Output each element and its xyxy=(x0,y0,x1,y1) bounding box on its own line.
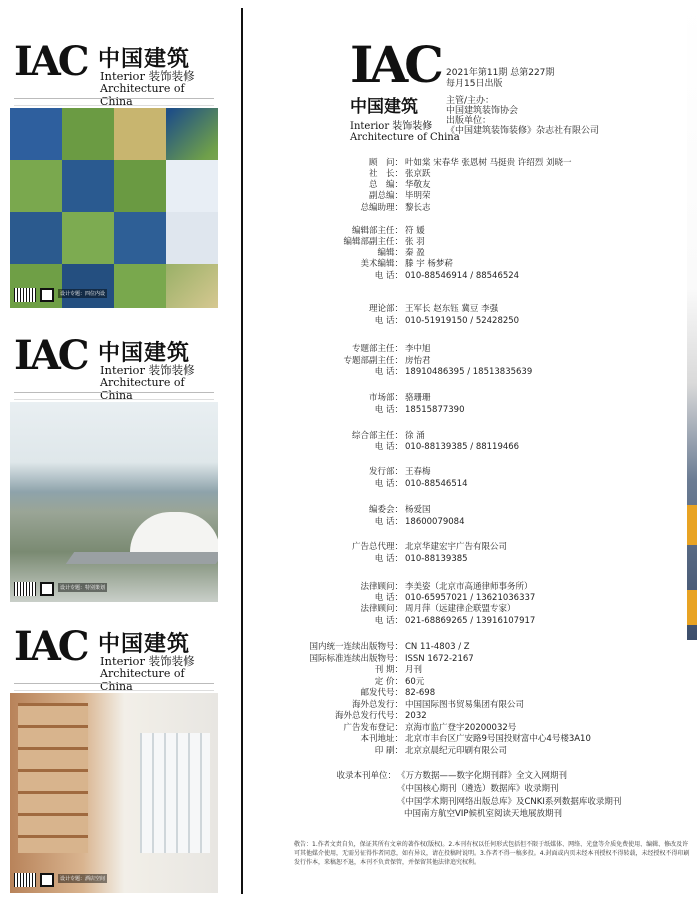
staff-row-value: 张 羽 xyxy=(405,237,425,247)
staff-row-value: 秦 盈 xyxy=(405,248,425,258)
publication-row-label-text: 广告发布登记： xyxy=(343,723,403,733)
staff-row-value: 王春梅 xyxy=(405,467,431,477)
publication-row-value: 北京京晨纪元印刷有限公司 xyxy=(405,746,508,756)
cover-logo-iac: IAC xyxy=(14,38,87,85)
publication-row-label-text: 刊 期： xyxy=(374,665,403,675)
indexing-item: 《中国学术期刊网络出版总库》及CNKI系列数据库收录期刊 xyxy=(397,797,622,807)
qr-code-icon xyxy=(40,873,54,887)
staff-row-value: 杨爱国 xyxy=(405,505,431,515)
barcode-icon xyxy=(14,873,36,887)
staff-row-label-text: 综合部主任： xyxy=(351,431,403,441)
column-divider xyxy=(241,8,243,894)
staff-row-value: 18910486395 / 18513835639 xyxy=(405,367,533,377)
qr-code-icon xyxy=(40,582,54,596)
staff-row-label-text: 总 编： xyxy=(368,180,403,190)
publication-row-label-text: 印 刷： xyxy=(374,746,403,756)
staff-row-value: 华敬友 xyxy=(405,180,431,190)
publication-row-label-text: 本刊地址： xyxy=(360,734,403,744)
cover-title-en1: Interior 装饰装修 xyxy=(100,654,195,668)
publisher-unit-label: 出版单位： xyxy=(446,116,492,126)
cover-info-strip xyxy=(14,683,214,691)
qr-code-icon xyxy=(40,288,54,302)
barcode-icon xyxy=(14,288,36,302)
publish-date: 每月15日出版 xyxy=(446,79,503,89)
staff-row-value: 周月萍（远建律企联盟专家） xyxy=(405,604,516,614)
staff-row-label-text: 编辑： xyxy=(377,248,403,258)
publication-row-value: 60元 xyxy=(405,677,425,687)
cover-issue-2 xyxy=(10,334,218,602)
publication-row-value: 2032 xyxy=(405,711,427,721)
staff-row-value: 叶如棠 宋春华 张恩树 马挺贵 许绍烈 刘晓一 xyxy=(405,158,572,168)
staff-row-label-text: 电 话： xyxy=(374,442,403,452)
masthead-logo-cn: 中国建筑 xyxy=(350,97,418,117)
cover-feature-tag: 设计专题：酒店空间 xyxy=(60,876,106,882)
staff-row-label-text: 理论部： xyxy=(368,304,403,314)
publisher-info xyxy=(446,96,599,136)
publisher-label: 主管/主办： xyxy=(446,96,495,106)
cover-title-en2: Architecture of China xyxy=(100,82,185,108)
staff-row-value: 李中旭 xyxy=(405,344,431,354)
indexing-item: 《万方数据——数字化期刊群》全文入网期刊 xyxy=(397,771,568,781)
publication-row-value: 82-698 xyxy=(405,688,436,698)
publisher-unit-name: 《中国建筑装饰装修》杂志社有限公司 xyxy=(446,126,600,136)
staff-row-label-text: 编辑部副主任： xyxy=(343,237,403,247)
publication-row-value: 北京市丰台区广安路9号国投财富中心4号楼3A10 xyxy=(405,734,591,744)
staff-row-value: 18515877390 xyxy=(405,405,465,415)
staff-row-value: 房怡君 xyxy=(405,356,431,366)
cover-image-aerial-checkerboard xyxy=(10,108,218,308)
staff-row-value: 北京华建宏宇广告有限公司 xyxy=(405,542,508,552)
cover-issue-3 xyxy=(10,625,218,893)
staff-row-label-text: 专题部副主任： xyxy=(343,356,403,366)
shelving-shape xyxy=(18,703,88,853)
staff-row-label-text: 副总编： xyxy=(368,191,403,201)
issue-info xyxy=(446,68,554,90)
cover-logo-iac: IAC xyxy=(14,332,87,379)
staff-row-value: 王军长 赵东钰 冀豆 李强 xyxy=(405,304,499,314)
staff-row-label-text: 法律顾问： xyxy=(360,582,403,592)
window-shape xyxy=(140,733,210,853)
cover-title-cn: 中国建筑 xyxy=(98,631,191,657)
staff-row-value: 骆珊珊 xyxy=(405,393,431,403)
publication-row-label-text: 海外总发行代号： xyxy=(334,711,403,721)
staff-row-label-text: 社 长： xyxy=(368,169,403,179)
publication-row-value: 中国国际图书贸易集团有限公司 xyxy=(405,700,525,710)
cover-logo-iac: IAC xyxy=(14,623,87,670)
staff-row-label-text: 电 话： xyxy=(374,405,403,415)
issue-number: 2021年第11期 总第227期 xyxy=(446,68,555,78)
cover-title-en2: Architecture of China xyxy=(100,376,185,402)
station-roof-shape xyxy=(130,512,218,552)
cover-title-cn: 中国建筑 xyxy=(98,340,191,366)
staff-row-label-text: 专题部主任： xyxy=(351,344,403,354)
staff-row-value: 18600079084 xyxy=(405,517,465,527)
cover-image-waterfront-station xyxy=(10,402,218,602)
staff-row-label-text: 电 话： xyxy=(374,554,403,564)
cover-image-interior-lobby xyxy=(10,693,218,893)
page-edge-decoration xyxy=(687,0,697,640)
cover-info-strip xyxy=(14,98,214,106)
staff-row-value: 010-88139385 xyxy=(405,554,468,564)
staff-row-value: 毕明荣 xyxy=(405,191,431,201)
staff-row-value: 李美姿（北京市高通律师事务所） xyxy=(405,582,533,592)
masthead-logo-iac: IAC xyxy=(350,35,440,94)
publication-row-label-text: 邮发代号： xyxy=(360,688,403,698)
indexing-item: 中国南方航空VIP候机室阅读天地展放期刊 xyxy=(404,809,562,819)
staff-row-label-text: 顾 问： xyxy=(368,158,403,168)
indexing-item: 《中国核心期刊（遴选）数据库》收录期刊 xyxy=(397,784,559,794)
staff-row-value: 张京跃 xyxy=(405,169,431,179)
staff-row-value: 010-88139385 / 88119466 xyxy=(405,442,520,452)
road-shape xyxy=(66,552,218,564)
publication-row-label-text: 海外总发行： xyxy=(351,700,403,710)
publication-row-label-text: 定 价： xyxy=(374,677,403,687)
staff-row-label-text: 编辑部主任： xyxy=(351,226,403,236)
publication-row-label-text: 国际标准连续出版物号： xyxy=(309,654,403,664)
publication-row-value: CN 11-4803 / Z xyxy=(405,642,470,652)
staff-row-label-text: 电 话： xyxy=(374,616,403,626)
staff-row-value: 010-88546914 / 88546524 xyxy=(405,271,520,281)
staff-row-label-text: 编委会： xyxy=(368,505,403,515)
staff-row-value: 黎长志 xyxy=(405,203,431,213)
cover-feature-tag: 设计专题：特别策划 xyxy=(60,585,106,591)
publication-row-value: ISSN 1672-2167 xyxy=(405,654,474,664)
staff-row-value: 徐 涌 xyxy=(405,431,425,441)
cover-feature-tag: 设计专题：四位内设 xyxy=(60,291,106,297)
staff-row-label-text: 总编助理： xyxy=(360,203,403,213)
cover-info-strip xyxy=(14,392,214,400)
staff-row-label-text: 发行部： xyxy=(368,467,403,477)
staff-row-label-text: 法律顾问： xyxy=(360,604,403,614)
staff-row-label-text: 美术编辑： xyxy=(360,259,403,269)
staff-row-label-text: 电 话： xyxy=(374,479,403,489)
staff-row-value: 滕 宇 杨梦菥 xyxy=(405,259,453,269)
cover-title-en1: Interior 装饰装修 xyxy=(100,69,195,83)
staff-row-label-text: 市场部： xyxy=(368,393,403,403)
staff-row-label-text: 电 话： xyxy=(374,367,403,377)
cover-issue-1 xyxy=(10,40,218,308)
publisher-name: 中国建筑装饰协会 xyxy=(446,106,519,116)
staff-row-value: 010-51919150 / 52428250 xyxy=(405,316,520,326)
cover-title-en2: Architecture of China xyxy=(100,667,185,693)
publication-row-value: 京海市监广登字20200032号 xyxy=(405,723,517,733)
staff-row-value: 010-65957021 / 13621036337 xyxy=(405,593,536,603)
staff-row-value: 010-88546514 xyxy=(405,479,468,489)
masthead-logo-en1: Interior 装饰装修 xyxy=(350,121,433,132)
staff-row-label-text: 广告总代理： xyxy=(351,542,403,552)
masthead-logo xyxy=(350,35,460,143)
cover-title-cn: 中国建筑 xyxy=(98,46,191,72)
publication-row-label-text: 国内统一连续出版物号： xyxy=(309,642,403,652)
staff-row-value: 021-68869265 / 13916107917 xyxy=(405,616,536,626)
indexing-label-text: 收录本刊单位： xyxy=(336,771,396,781)
publication-row-value: 月刊 xyxy=(405,665,423,675)
masthead-logo-en2: Architecture of China xyxy=(350,132,460,143)
cover-title-en1: Interior 装饰装修 xyxy=(100,363,195,377)
staff-row-label-text: 电 话： xyxy=(374,593,403,603)
barcode-icon xyxy=(14,582,36,596)
staff-row-value: 符 媛 xyxy=(405,226,425,236)
staff-row-label-text: 电 话： xyxy=(374,316,403,326)
copyright-notice: 敬告：1.作者文责自负，保证其所有文章的著作权(版权)。2.本刊有权以任何形式包括但不限于纸媒体、网络、光盘等介质免费使用、编辑、修改及许可其他媒介使用，无需另征得作者同意，如有异议，请在投稿时说明。3.作者不得一稿多投。4.封面或内页未经本刊授权不得转载，未经授权不得印刷发行作本，来稿恕不退，本刊不负责保管，并保留其他法律追究权利。 xyxy=(294,841,690,866)
staff-row-label-text: 电 话： xyxy=(374,271,403,281)
staff-row-label-text: 电 话： xyxy=(374,517,403,527)
